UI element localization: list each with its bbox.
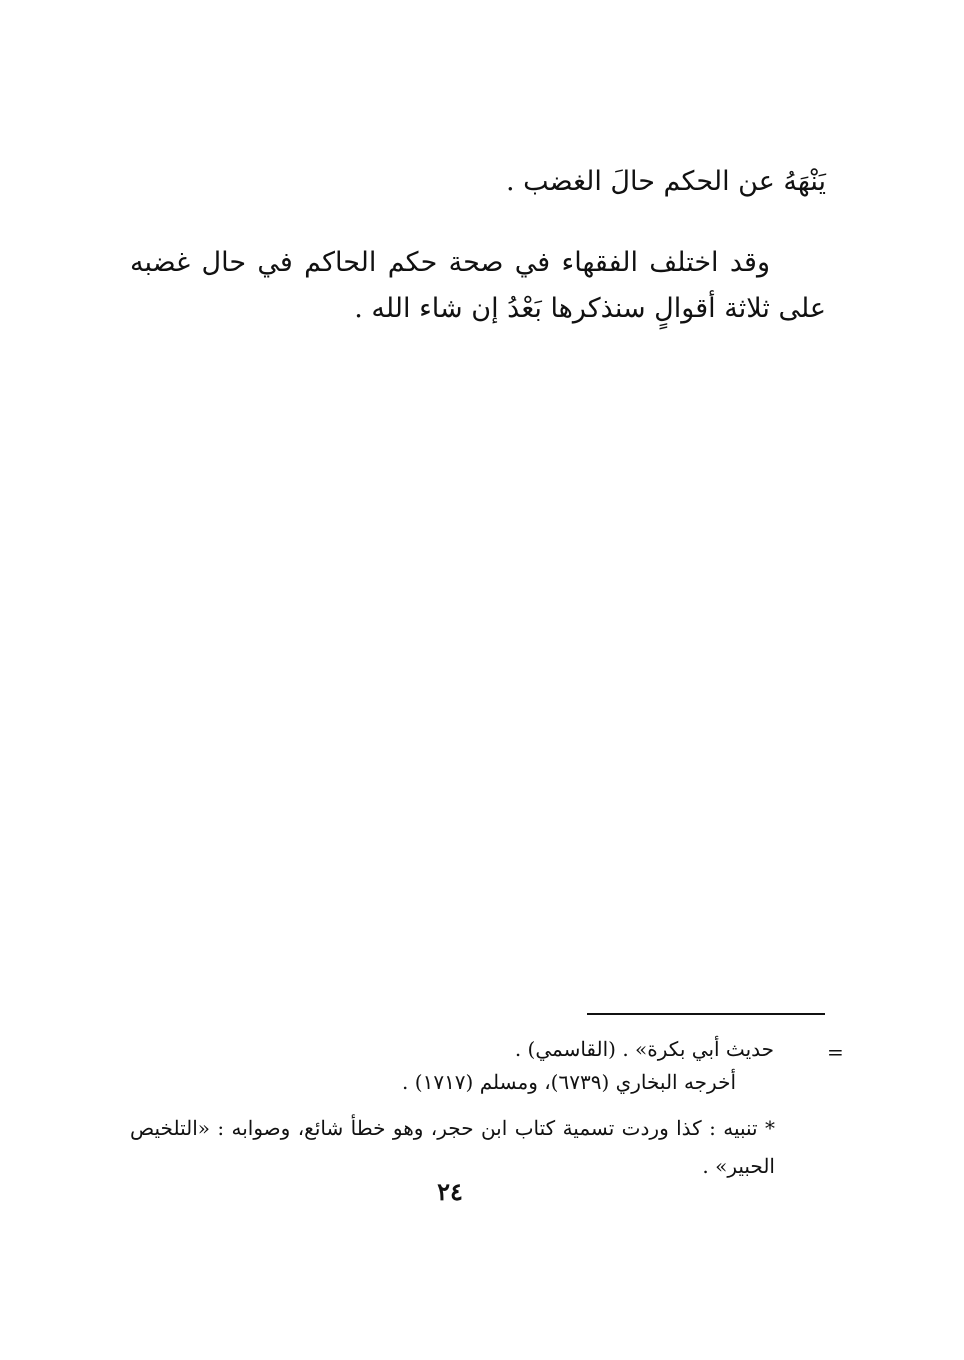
footnote-divider [587,1013,825,1015]
footnote-continuation-marker: = [827,1040,844,1064]
footnote-line-1: حديث أبي بكرة» . (القاسمي) . [514,1037,774,1061]
main-text-line: يَنْهَهُ عن الحكم حالَ الغضب . [506,166,826,197]
main-paragraph: وقد اختلف الفقهاء في صحة حكم الحاكم في حال غضبه على ثلاثة أقوالٍ سنذكرها بَعْدُ إن شاء الله . [130,247,826,324]
footnote-note: * تنبيه : كذا وردت تسمية كتاب ابن حجر، وهو خطأ شائع، وصوابه : «التلخيص الحبير» . [130,1116,775,1178]
footnote-line-2: أخرجه البخاري (٦٧٣٩)، ومسلم (١٧١٧) . [402,1070,736,1094]
page-number: ٢٤ [437,1177,463,1206]
